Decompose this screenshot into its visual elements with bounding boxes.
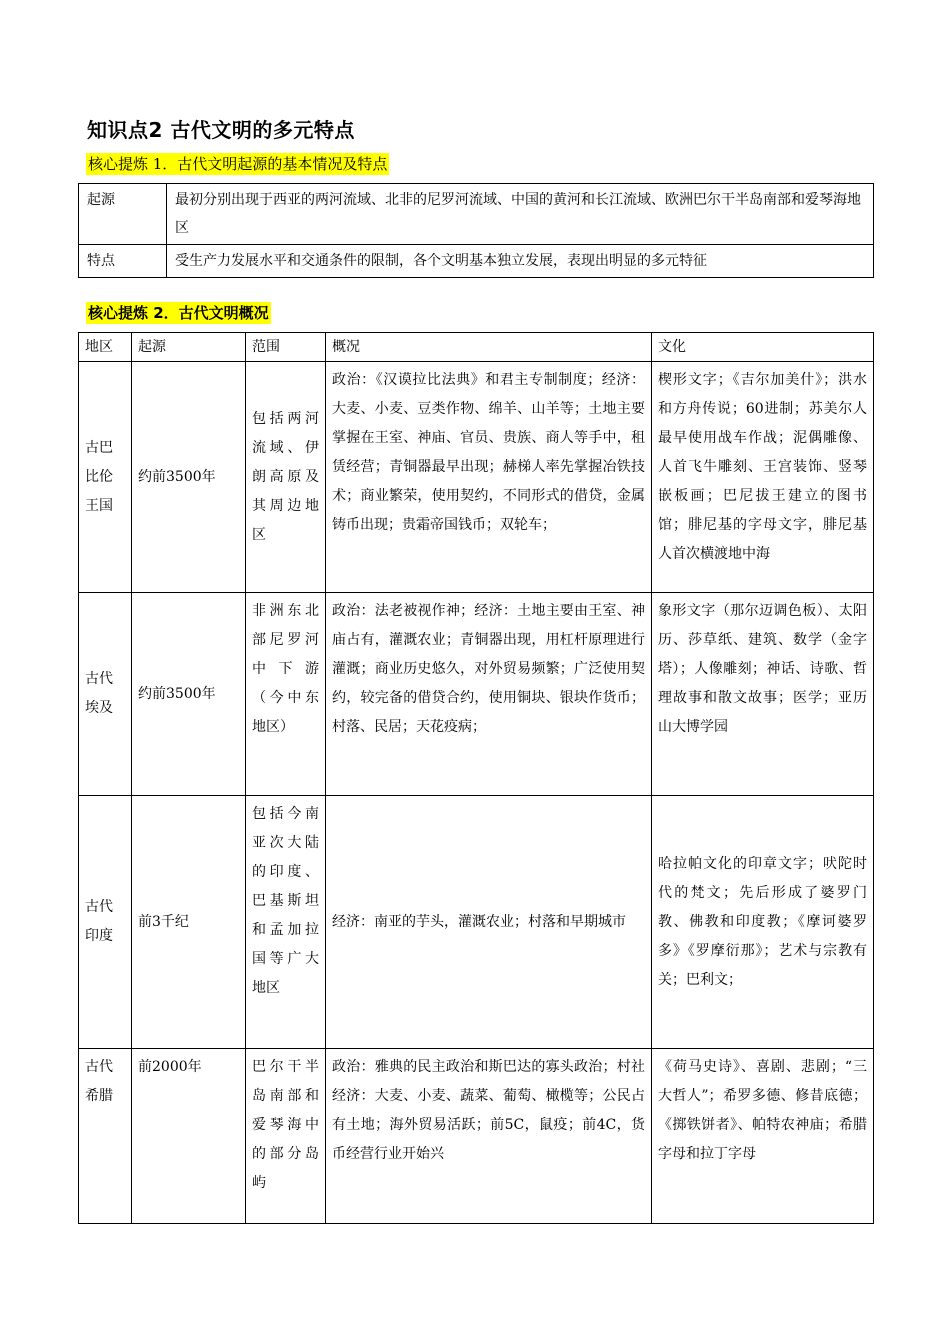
origin-table [78, 183, 874, 278]
cell-origin: 前3千纪 [132, 796, 246, 1049]
cell-scope: 包括今南亚次大陆的印度、巴基斯坦和孟加拉国等广大地区 [246, 796, 326, 1049]
table-row [79, 362, 874, 593]
cell-overview: 政治：雅典的民主政治和斯巴达的寡头政治；村社经济：大麦、小麦、蔬菜、葡萄、橄榄等；公民占有土地；海外贸易活跃；前5C，鼠疫；前4C，货币经营行业开始兴 [326, 1049, 652, 1224]
cell-overview: 政治：法老被视作神；经济：土地主要由王室、神庙占有，灌溉农业；青铜器出现，用杠杆原理进行灌溉；商业历史悠久，对外贸易频繁；广泛使用契约，较完备的借贷合约，使用铜块、银块作货币；村落、民居；天花疫病； [326, 593, 652, 796]
cell-culture: 象形文字（那尔迈调色板）、太阳历、莎草纸、建筑、数学（金字塔）；人像雕刻；神话、诗歌、哲理故事和散文故事；医学；亚历山大博学园 [652, 593, 874, 796]
cell-scope: 巴尔干半岛南部和爱琴海中的部分岛屿 [246, 1049, 326, 1224]
cell-region: 古代印度 [79, 796, 132, 1049]
cell-overview: 政治：《汉谟拉比法典》和君主专制制度；经济：大麦、小麦、豆类作物、绵羊、山羊等；土地主要掌握在王室、神庙、官员、贵族、商人等手中，租赁经营；青铜器最早出现；赫梯人率先掌握冶铁技术；商业繁荣，使用契约，不同形式的借贷，金属铸币出现；贵霜帝国钱币；双轮车； [326, 362, 652, 593]
table-header-row [79, 333, 874, 362]
cell-region: 古代希腊 [79, 1049, 132, 1224]
cell-region: 古代埃及 [79, 593, 132, 796]
page-title: 知识点2 古代文明的多元特点 [87, 118, 355, 142]
row-label: 起源 [79, 184, 167, 245]
cell-culture: 哈拉帕文化的印章文字；吠陀时代的梵文；先后形成了婆罗门教、佛教和印度教；《摩诃婆罗多》《罗摩衍那》；艺术与宗教有关；巴利文； [652, 796, 874, 1049]
cell-scope: 非洲东北部尼罗河中下游（今中东地区） [246, 593, 326, 796]
cell-region: 古巴比伦王国 [79, 362, 132, 593]
header-origin: 起源 [132, 333, 246, 362]
cell-origin: 约前3500年 [132, 593, 246, 796]
cell-culture: 楔形文字；《吉尔加美什》；洪水和方舟传说；60进制；苏美尔人最早使用战车作战；泥偶雕像、人首飞牛雕刻、王宫装饰、竖琴嵌板画；巴尼拔王建立的图书馆；腓尼基的字母文字，腓尼基人首次横渡地中海 [652, 362, 874, 593]
cell-overview: 经济：南亚的芋头，灌溉农业；村落和早期城市 [326, 796, 652, 1049]
row-text: 受生产力发展水平和交通条件的限制，各个文明基本独立发展，表现出明显的多元特征 [167, 245, 874, 278]
cell-scope: 包括两河流域、伊朗高原及其周边地区 [246, 362, 326, 593]
cell-culture: 《荷马史诗》、喜剧、悲剧；“三大哲人”；希罗多德、修昔底德；《掷铁饼者》、帕特农神庙；希腊字母和拉丁字母 [652, 1049, 874, 1224]
cell-origin: 约前3500年 [132, 362, 246, 593]
table-row [79, 184, 874, 245]
row-label: 特点 [79, 245, 167, 278]
civilization-table [78, 332, 874, 1224]
table-row [79, 796, 874, 1049]
header-culture: 文化 [652, 333, 874, 362]
header-scope: 范围 [246, 333, 326, 362]
section2-heading: 核心提炼 2．古代文明概况 [88, 304, 269, 322]
table-row [79, 1049, 874, 1224]
row-text: 最初分别出现于西亚的两河流域、北非的尼罗河流域、中国的黄河和长江流域、欧洲巴尔干半岛南部和爱琴海地区 [167, 184, 874, 245]
table-row [79, 245, 874, 278]
header-overview: 概况 [326, 333, 652, 362]
cell-origin: 前2000年 [132, 1049, 246, 1224]
section1-heading: 核心提炼 1．古代文明起源的基本情况及特点 [88, 155, 388, 173]
header-region: 地区 [79, 333, 132, 362]
table-row [79, 593, 874, 796]
